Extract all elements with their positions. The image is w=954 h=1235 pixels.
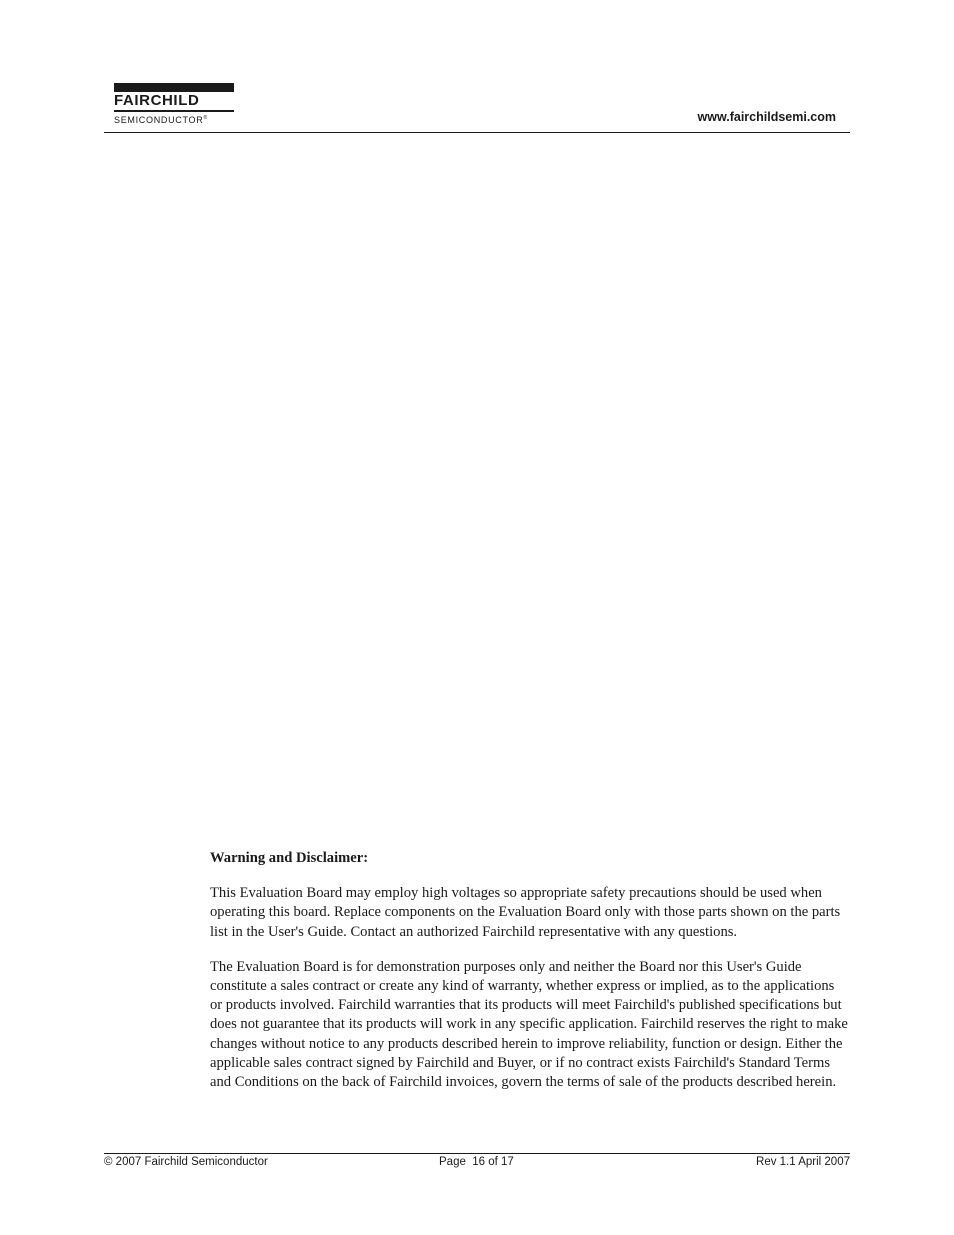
footer-copyright: © 2007 Fairchild Semiconductor (104, 1156, 268, 1168)
registered-mark: ® (203, 115, 208, 121)
footer-revision: Rev 1.1 April 2007 (756, 1156, 850, 1168)
disclaimer-paragraph-1: This Evaluation Board may employ high voltages so appropriate safety precautions should be used when operating this board. Replace components on the Evaluation Board only with those parts shown on the parts list in the User's Guide. Contact an authorized Fairchild representative with any questions. (210, 885, 841, 940)
logo-subtitle-text: SEMICONDUCTOR (114, 115, 204, 125)
header-divider (104, 132, 850, 133)
fairchild-logo (114, 83, 236, 126)
disclaimer-title: Warning and Disclaimer: (210, 850, 369, 866)
disclaimer-section (210, 849, 850, 1108)
website-url[interactable]: www.fairchildsemi.com (697, 110, 836, 124)
footer-divider (104, 1153, 850, 1154)
disclaimer-paragraph-2: The Evaluation Board is for demonstration purposes only and neither the Board nor this User's Guide constitute a sales contract or create any kind of warranty, whether express or implied, as to the applications or products involved. Fairchild warranties that its products will meet Fairchild's published specifications but does not guarantee that its products will work in any specific application. Fairchild reserves the right to make changes without notice to any products described herein to improve reliability, function or design. Either the applicable sales contract signed by Fairchild and Buyer, or if no contract exists Fairchild's Standard Terms and Conditions on the back of Fairchild invoices, govern the terms of sale of the products described herein. (210, 958, 848, 1091)
logo-rule (114, 110, 234, 112)
footer-page-number: Page 16 of 17 (439, 1156, 514, 1168)
logo-subtitle (114, 113, 236, 126)
logo-bar (114, 83, 234, 92)
logo-name: FAIRCHILD (114, 92, 200, 109)
